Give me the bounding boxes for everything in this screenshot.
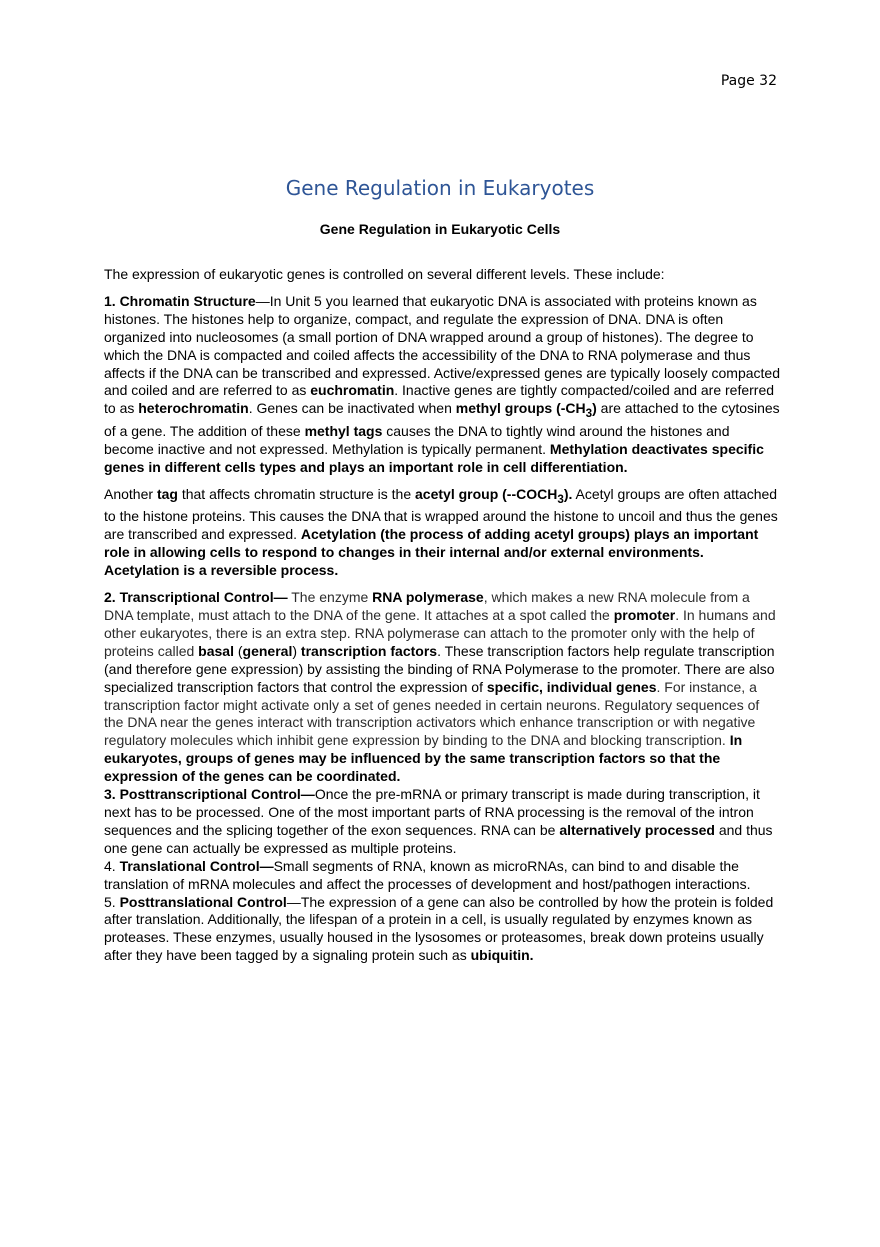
posttranscriptional-control-heading: 3. Posttranscriptional Control— bbox=[104, 786, 315, 803]
chromatin-structure-paragraph: 1. Chromatin Structure—In Unit 5 you learned that eukaryotic DNA is associated with proteins known as histones. The histones help to organize, compact, and regulate the expression of DNA. DNA is often organized into nucleosomes (a small portion of DNA wrapped around a group of histones). The degree to which the DNA is compacted and coiled affects the accessibility of the DNA to RNA polymerase and thus affects if the DNA can be transcribed and expressed. Active/expressed genes are typically loosely compacted and coiled and are referred to as euchromatin. Inactive genes are tightly compacted/coiled and are referred to as heterochromatin. Genes can be inactivated when methyl groups $(-CH_3)$ are attached to the cytosines of a gene. The addition of these methyl tags causes the DNA to tightly wind around the histones and become inactive and not expressed. Methylation is typically permanent. Methylation deactivates specific genes in different cells types and plays an important role in cell differentiation. bbox=[104, 292, 780, 475]
posttranscriptional-control-paragraph: 3. Posttranscriptional Control—Once the pre-mRNA or primary transcript is made during transcription, it next has to be processed. One of the most important parts of RNA processing is the removal of the intron sequences and the splicing together of the exon sequences. RNA can be alternatively processed and thus one gene can actually be expressed as multiple proteins. bbox=[104, 786, 773, 856]
chromatin-structure-heading: 1. Chromatin Structure bbox=[104, 292, 256, 309]
acetylation-paragraph: Another tag that affects chromatin structure is the acetyl group $(--COCH_3)$. Acetyl groups are often attached to the histone proteins. This causes the DNA that is wrapped around the histone to uncoil and thus the genes are transcribed and expressed. Acetylation (the process of adding acetyl groups) plays an important role in allowing cells to respond to changes in their internal and/or external environments. Acetylation is a reversible process. bbox=[104, 485, 778, 579]
translational-control-heading: Translational Control— bbox=[119, 857, 274, 874]
transcriptional-control-heading: 2. Transcriptional Control— bbox=[104, 589, 288, 606]
transcriptional-control-paragraph: 2. Transcriptional Control— The enzyme RNA polymerase, which makes a new RNA molecule from a DNA template, must attach to the DNA of the gene. It attaches at a spot called the promoter. In humans and other eukaryotes, there is an extra step. RNA polymerase can attach to the promoter only with the help of proteins called basal (general) transcription factors. These transcription factors help regulate transcription (and therefore gene expression) by assisting the binding of RNA Polymerase to the promoter. There are also specialized transcription factors that control the expression of specific, individual genes. For instance, a transcription factor might activate only a set of genes needed in certain neurons. Regulatory sequences of the DNA near the genes interact with transcription activators which enhance transcription or with negative regulatory molecules which inhibit gene expression by binding to the DNA and blocking transcription. In eukaryotes, groups of genes may be influenced by the same transcription factors so that the expression of the genes can be coordinated. bbox=[104, 589, 776, 785]
translational-control-paragraph: 4. Translational Control—Small segments of RNA, known as microRNAs, can bind to and disable the translation of mRNA molecules and affect the processes of development and host/pathogen interactions. bbox=[104, 857, 751, 892]
page-title: Gene Regulation in Eukaryotes bbox=[285, 176, 595, 200]
page-number: Page 32 bbox=[720, 73, 777, 89]
posttranslational-control-heading: Posttranslational Control bbox=[119, 893, 287, 910]
section-subtitle: Gene Regulation in Eukaryotic Cells bbox=[319, 221, 561, 237]
intro-paragraph: The expression of eukaryotic genes is controlled on several different levels. These include: bbox=[104, 266, 665, 282]
posttranslational-control-paragraph: 5. Posttranslational Control—The expression of a gene can also be controlled by how the protein is folded after translation. Additionally, the lifespan of a protein in a cell, is usually regulated by enzymes known as proteases. These enzymes, usually housed in the lysosomes or proteasomes, break down proteins usually after they have been tagged by a signaling protein such as ubiquitin. bbox=[104, 893, 774, 964]
document-body bbox=[104, 266, 780, 965]
